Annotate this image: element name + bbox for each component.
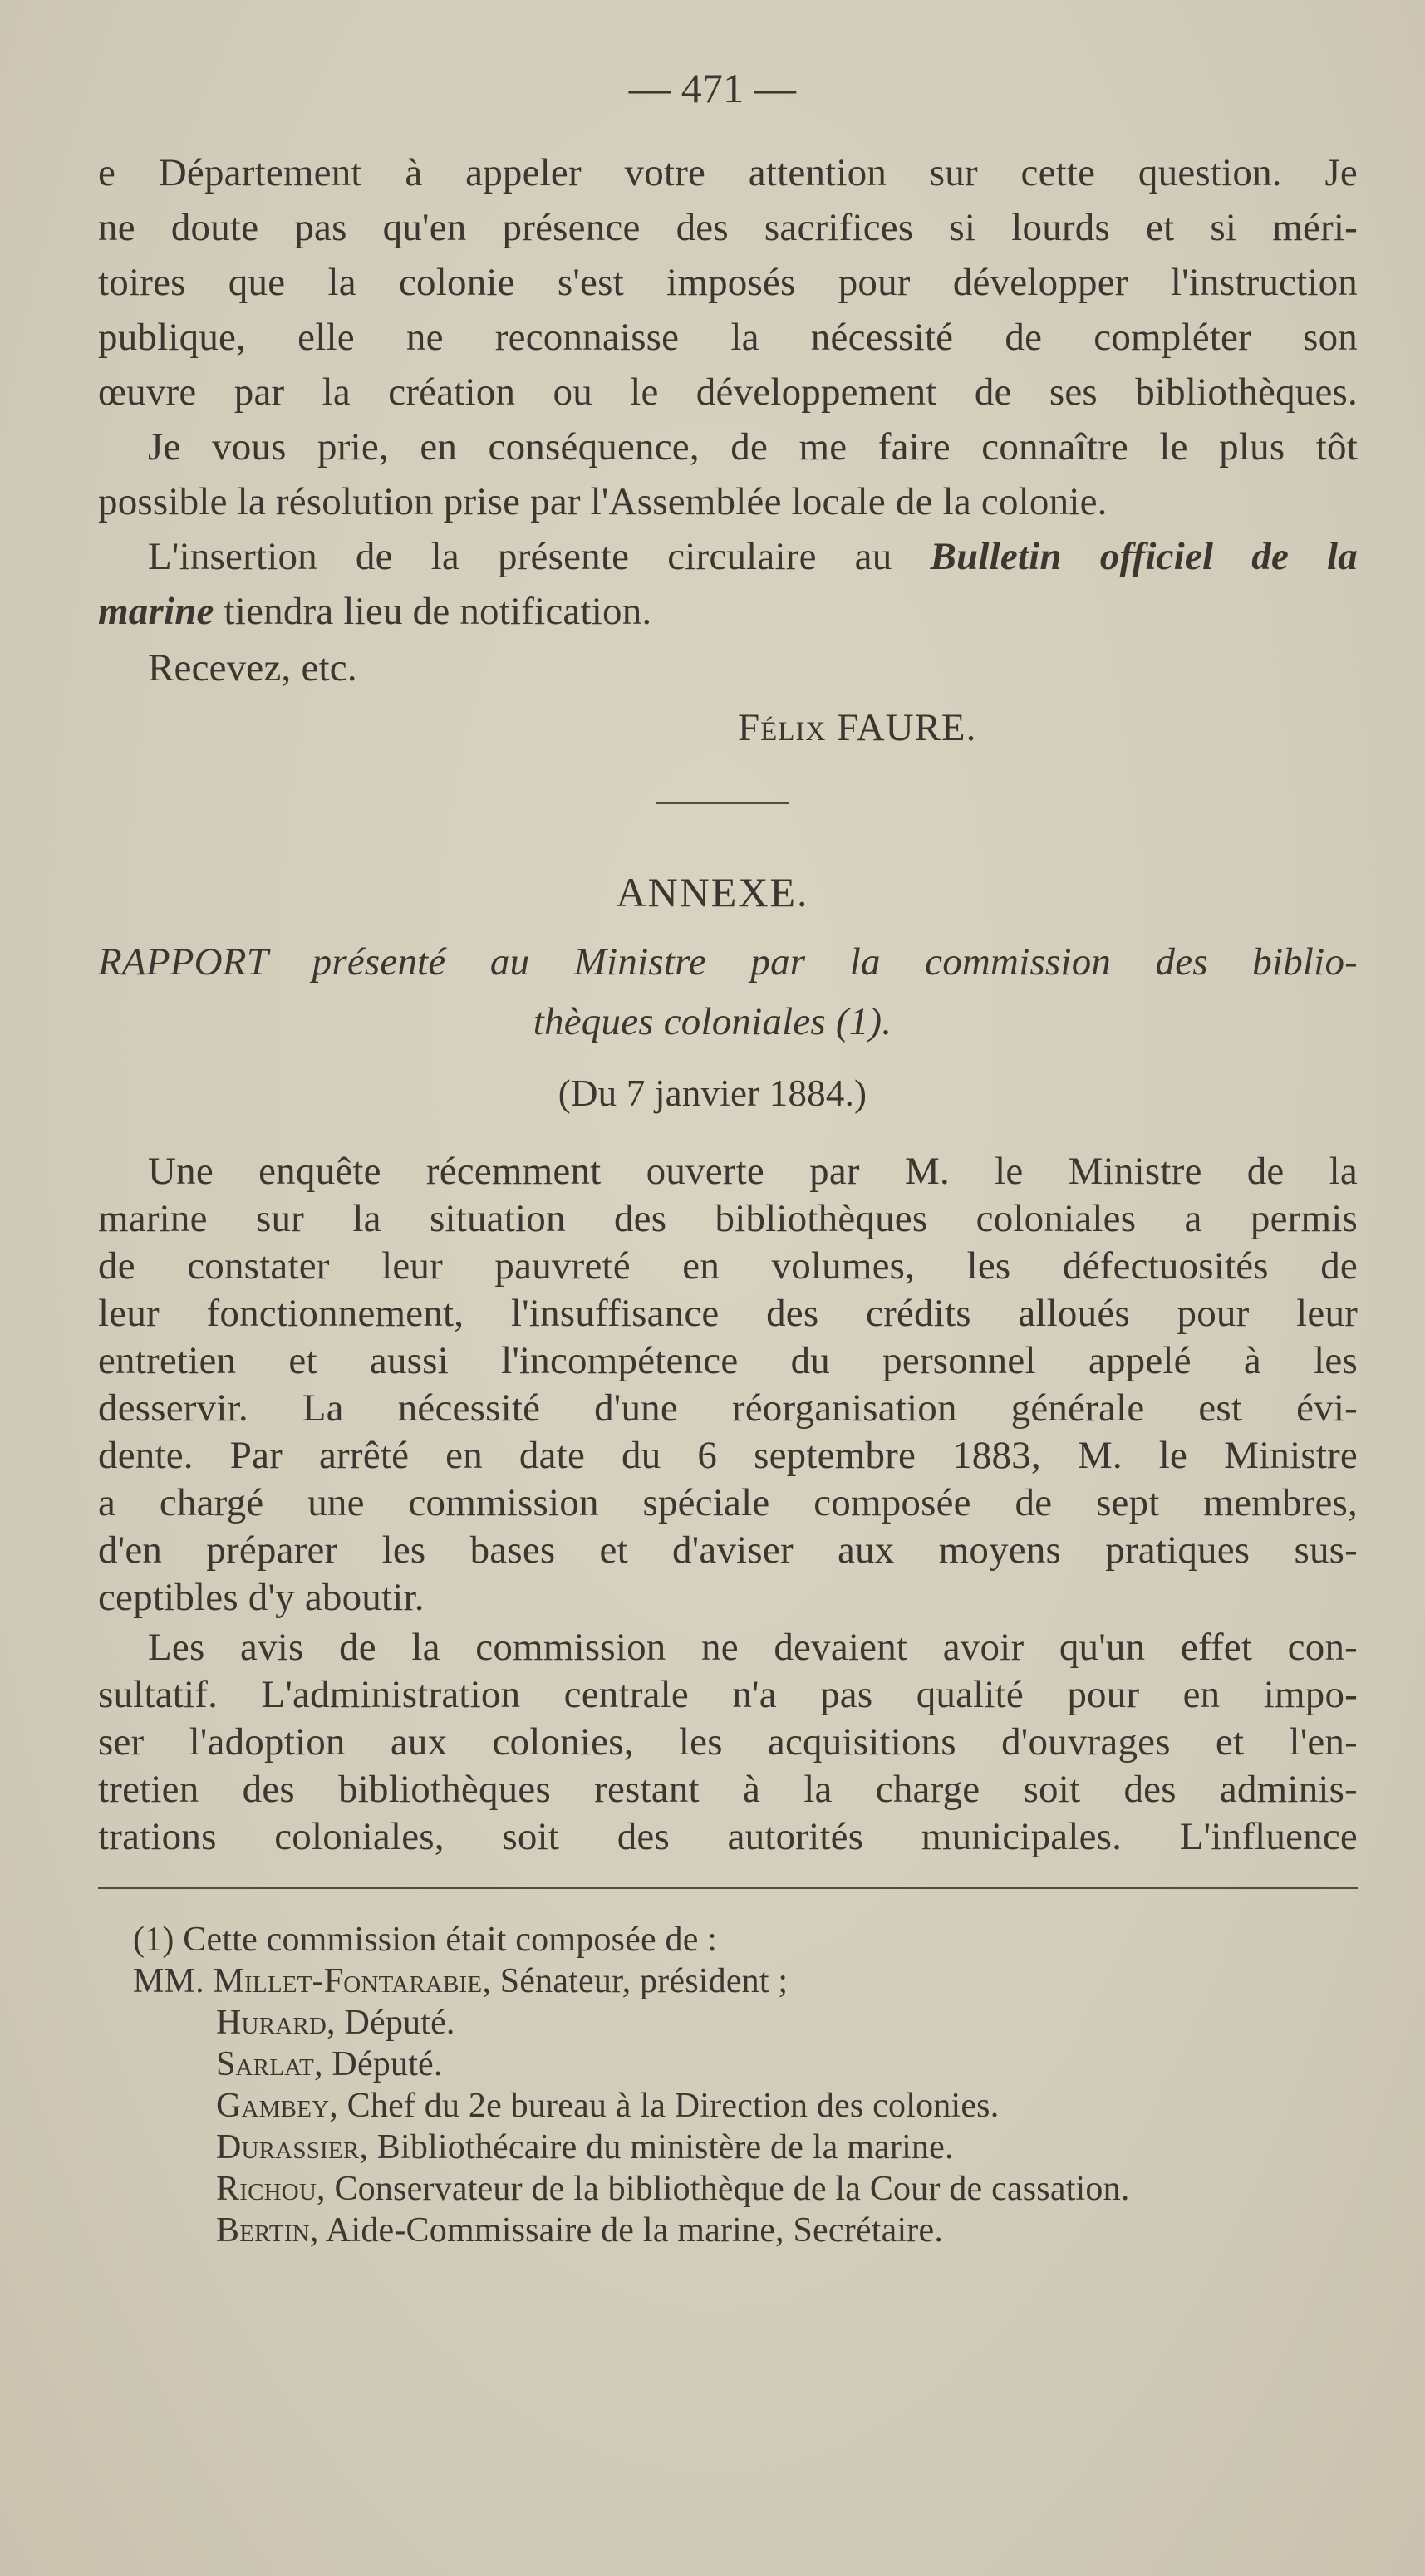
letter-line: Je vous prie, en conséquence, de me faire connaître le plus tôt <box>148 425 1358 469</box>
footnote-member <box>216 2044 443 2085</box>
report-line: dente. Par arrêté en date du 6 septembre 1883, M. le Ministre <box>98 1434 1358 1477</box>
report-line: ceptibles d'y aboutir. <box>98 1576 425 1619</box>
report-line: desservir. La nécessité d'une réorganisation générale est évi- <box>98 1386 1358 1430</box>
member-name: Hurard <box>216 2004 327 2042</box>
report-line: de constater leur pauvreté en volumes, les défectuosités de <box>98 1244 1358 1288</box>
letter-line: œuvre par la création ou le développement de ses bibliothèques. <box>98 370 1358 414</box>
footnote-prefix: MM. <box>133 1962 204 2000</box>
insertion-text: L'insertion de la présente circulaire au <box>148 535 931 578</box>
insertion-line <box>148 533 1358 580</box>
member-role: , Sénateur, président ; <box>482 1962 789 2000</box>
report-line: tretien des bibliothèques restant à la charge soit des adminis- <box>98 1768 1358 1811</box>
marine-word: marine <box>98 590 214 633</box>
member-role: , Député. <box>314 2045 443 2083</box>
signature <box>738 704 976 751</box>
report-line: entretien et aussi l'incompétence du personnel appelé à les <box>98 1339 1358 1382</box>
footnote-member <box>216 2210 943 2251</box>
letter-line: ne doute pas qu'en présence des sacrifices si lourds et si méri- <box>98 206 1358 249</box>
report-line: d'en préparer les bases et d'aviser aux moyens pratiques sus- <box>98 1528 1358 1572</box>
report-line: sultatif. L'administration centrale n'a pas qualité pour en impo- <box>98 1673 1358 1716</box>
footnote-member <box>216 2002 455 2044</box>
member-role: , Conservateur de la bibliothèque de la Cour de cassation. <box>317 2170 1130 2208</box>
signature-first-name: Félix <box>738 706 827 749</box>
report-word: RAPPORT <box>98 940 268 984</box>
report-line: a chargé une commission spéciale composée de sept membres, <box>98 1481 1358 1524</box>
report-title-line-1 <box>98 939 1358 985</box>
footnote-member <box>133 1960 788 2002</box>
member-name: Richou <box>216 2170 317 2208</box>
footnote-member <box>216 2168 1130 2210</box>
report-line: Une enquête récemment ouverte par M. le Ministre de la <box>148 1150 1358 1193</box>
report-date: (Du 7 janvier 1884.) <box>558 1072 867 1114</box>
insertion-text-2: tiendra lieu de notification. <box>214 590 652 633</box>
insertion-line-2 <box>98 588 1358 635</box>
report-line: marine sur la situation des bibliothèques coloniales a permis <box>98 1197 1358 1240</box>
closing: Recevez, etc. <box>148 646 357 689</box>
section-divider <box>656 802 789 804</box>
letter-line: e Département à appeler votre attention sur cette question. Je <box>98 151 1358 194</box>
letter-line: possible la résolution prise par l'Assemblée locale de la colonie. <box>98 480 1108 523</box>
member-name: Bertin <box>216 2211 310 2250</box>
footnote-intro: (1) Cette commission était composée de : <box>133 1921 718 1959</box>
annex-heading: ANNEXE. <box>616 869 809 915</box>
report-title-line-2: thèques coloniales (1). <box>533 1000 892 1043</box>
report-title-rest: présenté au Ministre par la commission des biblio- <box>268 940 1358 984</box>
member-role: , Député. <box>327 2004 455 2042</box>
footnote-member <box>216 2127 954 2168</box>
member-role: , Aide-Commissaire de la marine, Secrétaire. <box>309 2211 944 2250</box>
member-name: Sarlat <box>216 2045 315 2083</box>
page-number: — 471 — <box>628 65 797 111</box>
member-role: , Bibliothécaire du ministère de la marine. <box>359 2128 954 2166</box>
letter-line: toires que la colonie s'est imposés pour développer l'instruction <box>98 261 1358 304</box>
report-line: Les avis de la commission ne devaient avoir qu'un effet con- <box>148 1626 1358 1669</box>
letter-line: publique, elle ne reconnaisse la nécessité de compléter son <box>98 316 1358 359</box>
footnote-member <box>216 2085 999 2127</box>
report-line: trations coloniales, soit des autorités municipales. L'influence <box>98 1815 1358 1858</box>
signature-last-name: FAURE. <box>837 706 977 749</box>
footnote-divider <box>98 1887 1358 1889</box>
bulletin-title: Bulletin officiel de la <box>930 535 1358 578</box>
member-name: Durassier <box>216 2128 360 2166</box>
report-line: ser l'adoption aux colonies, les acquisitions d'ouvrages et l'en- <box>98 1720 1358 1764</box>
member-name: Gambey <box>216 2087 330 2125</box>
member-name: Millet-Fontarabie <box>213 1962 483 2000</box>
member-role: , Chef du 2e bureau à la Direction des colonies. <box>329 2087 1000 2125</box>
report-line: leur fonctionnement, l'insuffisance des crédits alloués pour leur <box>98 1292 1358 1335</box>
